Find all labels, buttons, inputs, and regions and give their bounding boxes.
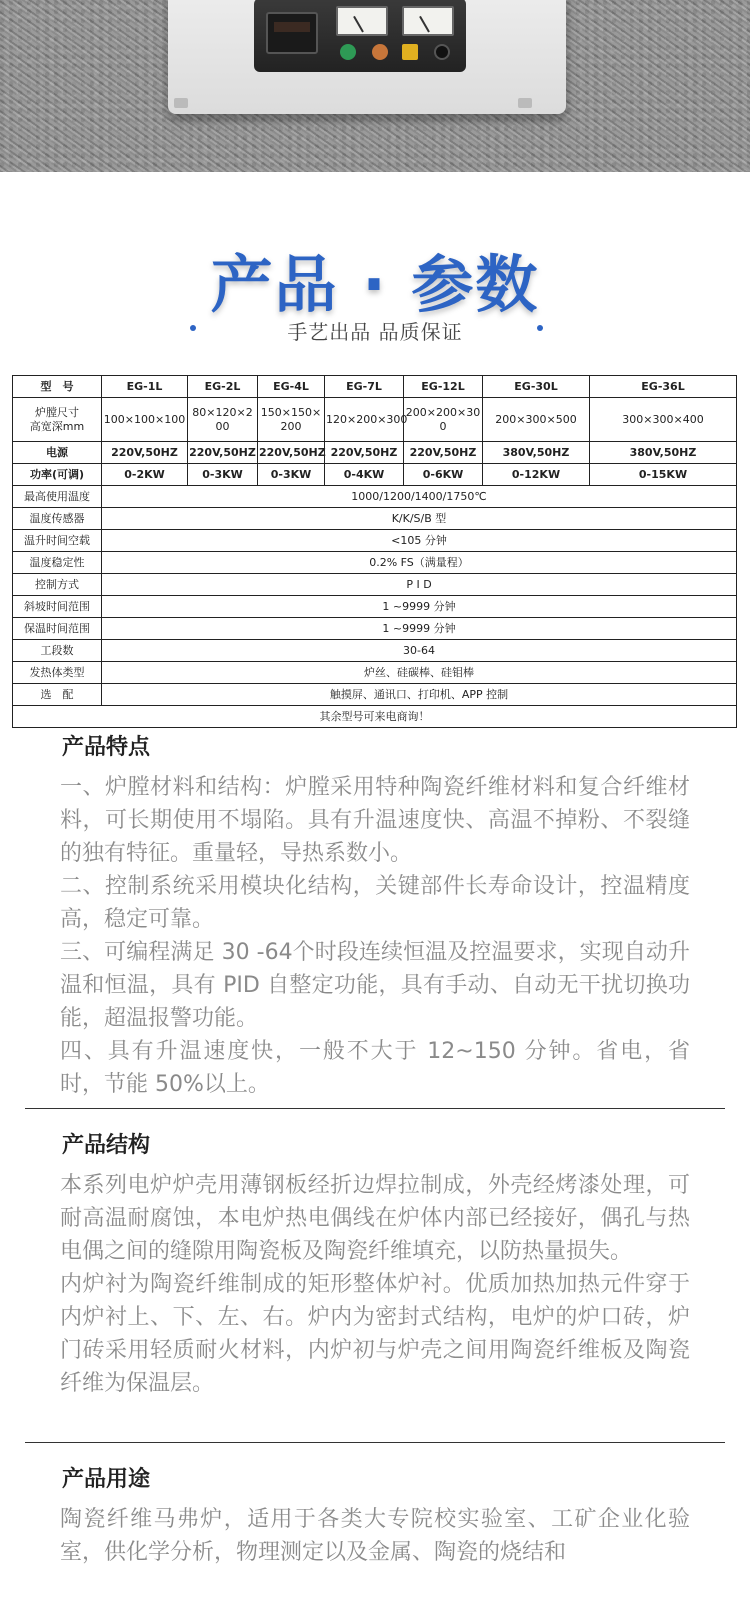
green-switch-icon bbox=[340, 44, 356, 60]
size-cell: 100×100×100 bbox=[102, 398, 188, 442]
row-label: 电源 bbox=[13, 442, 102, 464]
row-value: 炉丝、硅碳棒、硅钼棒 bbox=[102, 662, 737, 684]
ammeter-gauge bbox=[336, 6, 388, 36]
size-cell: 150×150×200 bbox=[258, 398, 325, 442]
usage-heading: 产品用途 bbox=[62, 1467, 151, 1492]
section-divider bbox=[25, 1442, 725, 1443]
row-label: 温升时间空载 bbox=[13, 530, 102, 552]
size-cell: 80×120×200 bbox=[188, 398, 258, 442]
feature-paragraph: 四、具有升温速度快，一般不大于 12~150 分钟。省电，省时，节能 50%以上。 bbox=[60, 1039, 690, 1097]
model-cell: EG-2L bbox=[188, 376, 258, 398]
table-row-power bbox=[13, 442, 737, 464]
table-row-size bbox=[13, 398, 737, 442]
row-label: 选 配 bbox=[13, 684, 102, 706]
row-label: 温度传感器 bbox=[13, 508, 102, 530]
row-label: 保温时间范围 bbox=[13, 618, 102, 640]
section-divider bbox=[25, 1108, 725, 1109]
bullet-dot-icon bbox=[537, 325, 543, 331]
table-row-heatup bbox=[13, 530, 737, 552]
table-row-model bbox=[13, 376, 737, 398]
section-subtitle: 手艺出品 品质保证 bbox=[287, 320, 463, 344]
table-row-sensor bbox=[13, 508, 737, 530]
model-cell: EG-1L bbox=[102, 376, 188, 398]
black-knob-icon bbox=[434, 44, 450, 60]
feature-paragraph: 二、控制系统采用模块化结构，关键部件长寿命设计，控温精度高，稳定可靠。 bbox=[60, 874, 690, 932]
row-value: 1 ~9999 分钟 bbox=[102, 596, 737, 618]
row-label: 工段数 bbox=[13, 640, 102, 662]
features-text bbox=[60, 771, 690, 1101]
temperature-controller bbox=[266, 12, 318, 54]
power-cell: 220V,50HZ bbox=[404, 442, 483, 464]
structure-text bbox=[60, 1169, 690, 1400]
row-label: 控制方式 bbox=[13, 574, 102, 596]
model-cell: EG-7L bbox=[325, 376, 404, 398]
wattage-cell: 0-4KW bbox=[325, 464, 404, 486]
control-panel bbox=[254, 0, 466, 72]
model-cell: EG-30L bbox=[483, 376, 590, 398]
table-row-control bbox=[13, 574, 737, 596]
furnace-body bbox=[168, 0, 566, 114]
table-row-heater bbox=[13, 662, 737, 684]
section-title: 产品 · 参数 bbox=[210, 248, 540, 321]
power-cell: 220V,50HZ bbox=[102, 442, 188, 464]
furnace-foot bbox=[174, 98, 188, 108]
table-row-footer bbox=[13, 706, 737, 728]
row-value: 1000/1200/1400/1750℃ bbox=[102, 486, 737, 508]
model-cell: EG-4L bbox=[258, 376, 325, 398]
size-cell: 200×300×500 bbox=[483, 398, 590, 442]
wattage-cell: 0-2KW bbox=[102, 464, 188, 486]
table-row-segments bbox=[13, 640, 737, 662]
structure-paragraph: 内炉衬为陶瓷纤维制成的矩形整体炉衬。优质加热加热元件穿于内炉衬上、下、左、右。炉内为密封式结构，电炉的炉口砖，炉门砖采用轻质耐火材料，内炉初与炉壳之间用陶瓷纤维板及陶瓷纤维为保温层。 bbox=[60, 1272, 690, 1396]
warning-label-icon bbox=[402, 44, 418, 60]
spec-table bbox=[12, 375, 737, 728]
wattage-cell: 0-6KW bbox=[404, 464, 483, 486]
row-value: P I D bbox=[102, 574, 737, 596]
wattage-cell: 0-3KW bbox=[188, 464, 258, 486]
power-cell: 220V,50HZ bbox=[258, 442, 325, 464]
furnace-foot bbox=[518, 98, 532, 108]
table-row-max-temp bbox=[13, 486, 737, 508]
product-photo bbox=[0, 0, 750, 172]
feature-paragraph: 一、炉膛材料和结构：炉膛采用特种陶瓷纤维材料和复合纤维材料，可长期使用不塌陷。具有升温速度快、高温不掉粉、不裂缝的独有特征。重量轻，导热系数小。 bbox=[60, 775, 690, 866]
row-label: 斜坡时间范围 bbox=[13, 596, 102, 618]
size-cell: 120×200×300 bbox=[325, 398, 404, 442]
power-cell: 380V,50HZ bbox=[483, 442, 590, 464]
table-row-ramp bbox=[13, 596, 737, 618]
features-heading: 产品特点 bbox=[62, 735, 151, 760]
row-label: 最高使用温度 bbox=[13, 486, 102, 508]
footer-note: 其余型号可来电商询！ bbox=[13, 706, 737, 728]
feature-paragraph: 三、可编程满足 30 -64个时段连续恒温及控温要求，实现自动升温和恒温，具有 PID 自整定功能，具有手动、自动无干扰切换功能，超温报警功能。 bbox=[60, 940, 690, 1031]
model-cell: EG-12L bbox=[404, 376, 483, 398]
table-row-wattage bbox=[13, 464, 737, 486]
voltmeter-gauge bbox=[402, 6, 454, 36]
row-label: 型 号 bbox=[13, 376, 102, 398]
orange-knob-icon bbox=[372, 44, 388, 60]
row-label: 炉膛尺寸 高宽深mm bbox=[13, 398, 102, 442]
row-value: 触摸屏、通讯口、打印机、APP 控制 bbox=[102, 684, 737, 706]
model-cell: EG-36L bbox=[590, 376, 737, 398]
table-row-options bbox=[13, 684, 737, 706]
wattage-cell: 0-12KW bbox=[483, 464, 590, 486]
row-value: 0.2% FS（满量程） bbox=[102, 552, 737, 574]
structure-paragraph: 本系列电炉炉壳用薄钢板经折边焊拉制成，外壳经烤漆处理，可耐高温耐腐蚀，本电炉热电偶线在炉体内部已经接好，偶孔与热电偶之间的缝隙用陶瓷板及陶瓷纤维填充，以防热量损失。 bbox=[60, 1173, 690, 1264]
row-label: 功率(可调) bbox=[13, 464, 102, 486]
row-value: <105 分钟 bbox=[102, 530, 737, 552]
size-cell: 300×300×400 bbox=[590, 398, 737, 442]
table-row-hold bbox=[13, 618, 737, 640]
usage-paragraph: 陶瓷纤维马弗炉，适用于各类大专院校实验室、工矿企业化验室，供化学分析，物理测定以及金属、陶瓷的烧结和 bbox=[60, 1507, 690, 1565]
power-cell: 380V,50HZ bbox=[590, 442, 737, 464]
power-cell: 220V,50HZ bbox=[188, 442, 258, 464]
row-label: 发热体类型 bbox=[13, 662, 102, 684]
structure-heading: 产品结构 bbox=[62, 1133, 151, 1158]
row-value: 30-64 bbox=[102, 640, 737, 662]
row-label: 温度稳定性 bbox=[13, 552, 102, 574]
power-cell: 220V,50HZ bbox=[325, 442, 404, 464]
row-value: 1 ~9999 分钟 bbox=[102, 618, 737, 640]
size-cell: 200×200×300 bbox=[404, 398, 483, 442]
row-value: K/K/S/B 型 bbox=[102, 508, 737, 530]
usage-text bbox=[60, 1503, 690, 1569]
table-row-stability bbox=[13, 552, 737, 574]
wattage-cell: 0-3KW bbox=[258, 464, 325, 486]
wattage-cell: 0-15KW bbox=[590, 464, 737, 486]
